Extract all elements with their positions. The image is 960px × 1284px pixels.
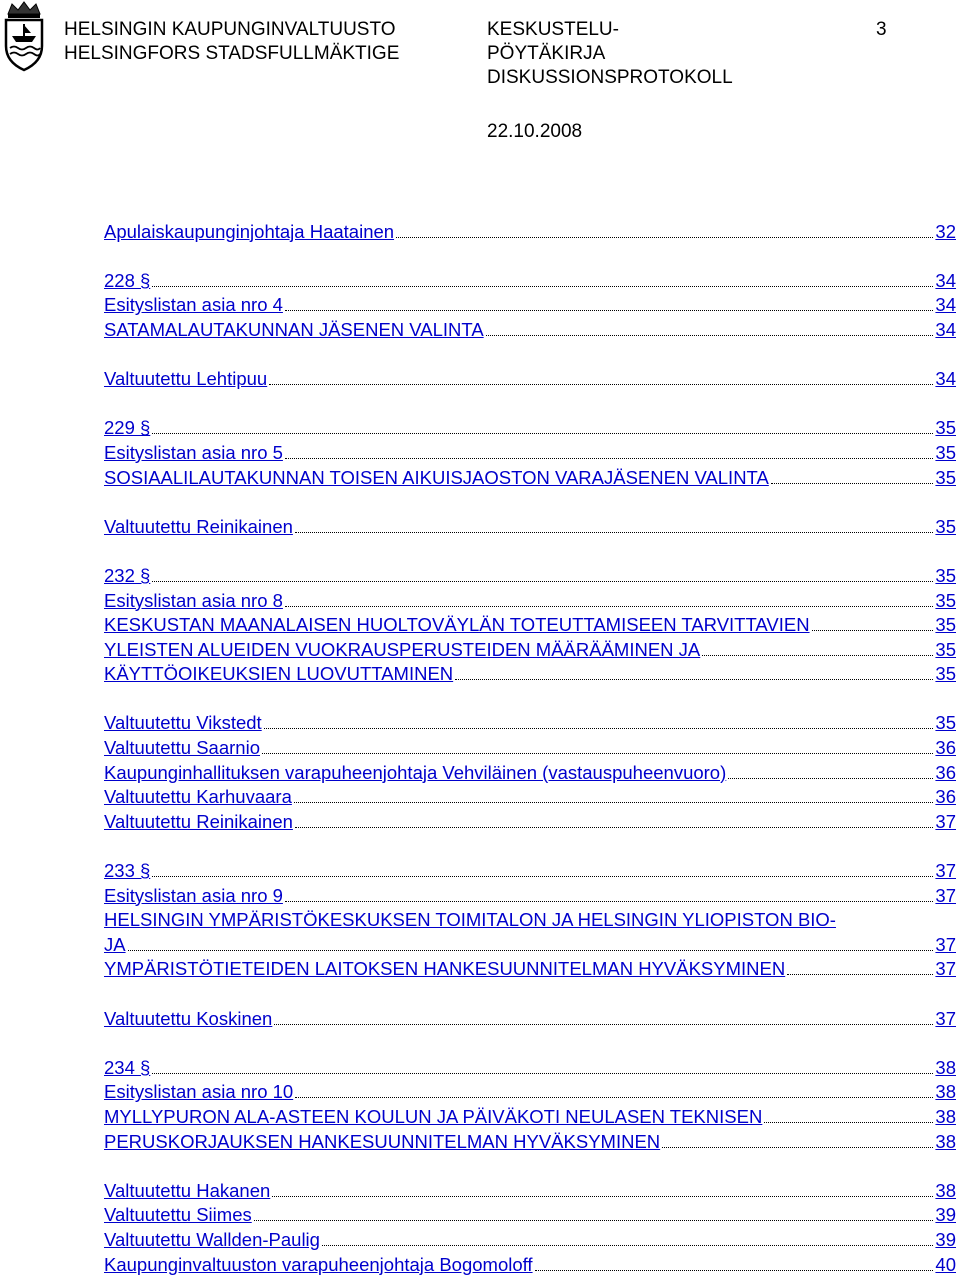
toc-dot-leader [787,974,933,975]
toc-entry-title-link[interactable]: Apulaiskaupunginjohtaja Haatainen [104,220,395,242]
toc-entry[interactable] [104,1005,956,1030]
toc-entry[interactable] [104,1128,956,1153]
toc-entry-title-link[interactable]: YMPÄRISTÖTIETEIDEN LAITOKSEN HANKESUUNNITELMAN HYVÄKSYMINEN [104,958,786,980]
page-number: 3 [876,19,887,40]
toc-entry-title-link[interactable]: Valtuutettu Saarnio [104,737,260,759]
organization-name-finnish: HELSINGIN KAUPUNGINVALTUUSTO [64,19,396,40]
toc-spacer [104,243,956,268]
toc-spacer [104,1030,956,1055]
toc-entry[interactable] [104,415,956,440]
toc-dot-leader [264,728,934,729]
toc-entry-title-link[interactable]: Valtuutettu Hakanen [104,1179,271,1201]
toc-entry[interactable] [104,513,956,538]
toc-spacer [104,489,956,514]
toc-dot-leader [396,237,933,238]
toc-entry-title-link[interactable]: Esityslistan asia nro 4 [104,294,283,316]
toc-dot-leader [285,606,934,607]
toc-dot-leader [455,679,933,680]
toc-entry[interactable] [104,710,956,735]
toc-entry-page-link[interactable]: 32 [935,220,956,242]
toc-entry[interactable] [104,1079,956,1104]
toc-entry[interactable] [104,1251,956,1276]
toc-entry-title-link[interactable]: 234 § [104,1056,151,1078]
table-of-contents [104,218,956,1276]
toc-entry-title-link[interactable]: 233 § [104,860,151,882]
toc-entry-title-link[interactable]: 228 § [104,269,151,291]
toc-entry-page-link[interactable]: 34 [935,368,956,390]
toc-entry-page-link[interactable]: 38 [935,1081,956,1103]
toc-entry[interactable] [104,882,956,907]
toc-entry[interactable] [104,808,956,833]
toc-dot-leader [274,1024,933,1025]
toc-entry[interactable] [104,439,956,464]
toc-entry-title-link[interactable]: KÄYTTÖOIKEUKSIEN LUOVUTTAMINEN [104,663,454,685]
toc-dot-leader [812,630,934,631]
toc-entry-title-link[interactable]: Valtuutettu Wallden-Paulig [104,1228,320,1250]
toc-dot-leader [486,335,934,336]
toc-entry-title-link[interactable]: Valtuutettu Reinikainen [104,810,293,832]
toc-entry[interactable] [104,661,956,686]
toc-dot-leader [128,950,934,951]
toc-dot-leader [285,901,934,902]
toc-entry[interactable] [104,857,956,882]
toc-entry-page-link[interactable]: 37 [935,860,956,882]
toc-entry[interactable] [104,218,956,243]
toc-spacer [104,685,956,710]
toc-entry-title-link[interactable]: Kaupunginvaltuuston varapuheenjohtaja Bogomoloff [104,1253,533,1275]
toc-entry[interactable] [104,907,956,932]
toc-entry-title-link[interactable]: Valtuutettu Karhuvaara [104,786,292,808]
toc-entry[interactable] [104,1226,956,1251]
toc-dot-leader [535,1270,934,1271]
toc-dot-leader [728,778,933,779]
toc-spacer [104,538,956,563]
toc-entry[interactable] [104,1054,956,1079]
document-type [487,18,733,90]
toc-dot-leader [152,876,933,877]
toc-dot-leader [295,532,934,533]
toc-entry-title-link[interactable]: MYLLYPURON ALA-ASTEEN KOULUN JA PÄIVÄKOTI NEULASEN TEKNISEN [104,1105,763,1127]
document-date: 22.10.2008 [487,121,583,142]
toc-spacer [104,980,956,1005]
toc-entry-title-link[interactable]: Esityslistan asia nro 9 [104,884,283,906]
toc-dot-leader [152,1073,933,1074]
toc-entry-page-link[interactable]: 34 [935,294,956,316]
toc-dot-leader [295,827,934,828]
toc-entry[interactable] [104,292,956,317]
toc-entry-page-link[interactable]: 36 [935,761,956,783]
toc-dot-leader [262,753,933,754]
toc-entry[interactable] [104,562,956,587]
toc-dot-leader [152,433,933,434]
toc-dot-leader [295,1097,933,1098]
toc-entry-title-link[interactable]: PERUSKORJAUKSEN HANKESUUNNITELMAN HYVÄKSYMINEN [104,1130,661,1152]
toc-dot-leader [764,1122,933,1123]
toc-entry[interactable] [104,267,956,292]
toc-dot-leader [269,384,933,385]
toc-entry-title-link[interactable]: Esityslistan asia nro 5 [104,441,283,463]
toc-dot-leader [285,310,934,311]
toc-dot-leader [322,1245,933,1246]
toc-entry-title-link[interactable]: Esityslistan asia nro 10 [104,1081,294,1103]
toc-dot-leader [702,655,933,656]
toc-entry-page-link[interactable]: 34 [935,318,956,340]
toc-entry[interactable] [104,1177,956,1202]
toc-dot-leader [254,1220,934,1221]
toc-entry-title-link[interactable]: Valtuutettu Reinikainen [104,515,293,537]
toc-dot-leader [662,1147,933,1148]
toc-entry-page-link[interactable]: 35 [935,515,956,537]
toc-entry[interactable] [104,316,956,341]
toc-entry-title-link[interactable]: Valtuutettu Vikstedt [104,712,262,734]
toc-dot-leader [152,286,933,287]
toc-dot-leader [771,483,934,484]
toc-entry-title-link[interactable]: Valtuutettu Lehtipuu [104,368,268,390]
toc-entry[interactable] [104,587,956,612]
toc-entry-page-link[interactable]: 39 [935,1228,956,1250]
toc-entry-page-link[interactable]: 38 [935,1130,956,1152]
toc-entry-page-link[interactable]: 35 [935,466,956,488]
toc-entry-title-link[interactable]: KESKUSTAN MAANALAISEN HUOLTOVÄYLÄN TOTEUTTAMISEEN TARVITTAVIEN [104,614,810,636]
toc-entry-title-link[interactable]: 232 § [104,564,151,586]
toc-entry-page-link[interactable]: 34 [935,269,956,291]
toc-entry-page-link[interactable]: 35 [935,638,956,660]
toc-spacer [104,1153,956,1178]
organization-name [64,18,399,66]
toc-entry-page-link[interactable]: 37 [935,958,956,980]
toc-entry-page-link[interactable]: 36 [935,737,956,759]
toc-entry[interactable] [104,366,956,391]
toc-entry-page-link[interactable]: 35 [935,589,956,611]
toc-entry-page-link[interactable]: 35 [935,614,956,636]
toc-entry[interactable] [104,956,956,981]
toc-entry-title-link[interactable]: HELSINGIN YMPÄRISTÖKESKUKSEN TOIMITALON JA HELSINGIN YLIOPISTON BIO- [104,909,836,931]
toc-dot-leader [285,458,934,459]
toc-entry[interactable] [104,734,956,759]
toc-entry-page-link[interactable]: 35 [935,663,956,685]
toc-entry-title-link[interactable]: 229 § [104,417,151,439]
toc-entry[interactable] [104,784,956,809]
toc-entry-title-link[interactable]: Kaupunginhallituksen varapuheenjohtaja Vehviläinen (vastauspuheenvuoro) [104,761,727,783]
toc-entry-page-link[interactable]: 35 [935,564,956,586]
toc-entry-title-link[interactable]: Esityslistan asia nro 8 [104,589,283,611]
toc-entry-page-link[interactable]: 35 [935,712,956,734]
toc-entry[interactable] [104,759,956,784]
toc-dot-leader [152,581,933,582]
toc-entry-page-link[interactable]: 37 [935,810,956,832]
toc-entry-title-link[interactable]: SOSIAALILAUTAKUNNAN TOISEN AIKUISJAOSTON VARAJÄSENEN VALINTA [104,466,769,488]
toc-spacer [104,833,956,858]
toc-entry[interactable] [104,1103,956,1128]
toc-entry-page-link[interactable]: 38 [935,1056,956,1078]
toc-entry[interactable] [104,1202,956,1227]
toc-entry-page-link[interactable]: 37 [935,1007,956,1029]
toc-entry-page-link[interactable]: 39 [935,1204,956,1226]
toc-entry-page-link[interactable]: 35 [935,441,956,463]
toc-entry[interactable] [104,931,956,956]
document-type-line-3: DISKUSSIONSPROTOKOLL [487,67,733,88]
toc-dot-leader [272,1196,933,1197]
toc-entry-page-link[interactable]: 36 [935,786,956,808]
toc-entry-title-link[interactable]: JA [104,933,126,955]
toc-entry-page-link[interactable]: 37 [935,933,956,955]
toc-entry-title-link[interactable]: Valtuutettu Koskinen [104,1007,273,1029]
document-type-line-2: PÖYTÄKIRJA [487,43,606,64]
organization-name-swedish: HELSINGFORS STADSFULLMÄKTIGE [64,43,400,64]
toc-entry-title-link[interactable]: SATAMALAUTAKUNNAN JÄSENEN VALINTA [104,318,484,340]
toc-entry-page-link[interactable]: 38 [935,1179,956,1201]
toc-entry-title-link[interactable]: Valtuutettu Siimes [104,1204,252,1226]
helsinki-crest-icon [0,0,48,72]
toc-spacer [104,390,956,415]
toc-entry-page-link[interactable]: 38 [935,1105,956,1127]
toc-entry[interactable] [104,636,956,661]
toc-spacer [104,341,956,366]
toc-dot-leader [294,802,934,803]
toc-entry-page-link[interactable]: 35 [935,417,956,439]
toc-entry-page-link[interactable]: 37 [935,884,956,906]
document-type-line-1: KESKUSTELU- [487,19,619,40]
toc-entry-title-link[interactable]: YLEISTEN ALUEIDEN VUOKRAUSPERUSTEIDEN MÄÄRÄÄMINEN JA [104,638,701,660]
toc-entry[interactable] [104,612,956,637]
toc-entry-page-link[interactable]: 40 [935,1253,956,1275]
toc-entry[interactable] [104,464,956,489]
